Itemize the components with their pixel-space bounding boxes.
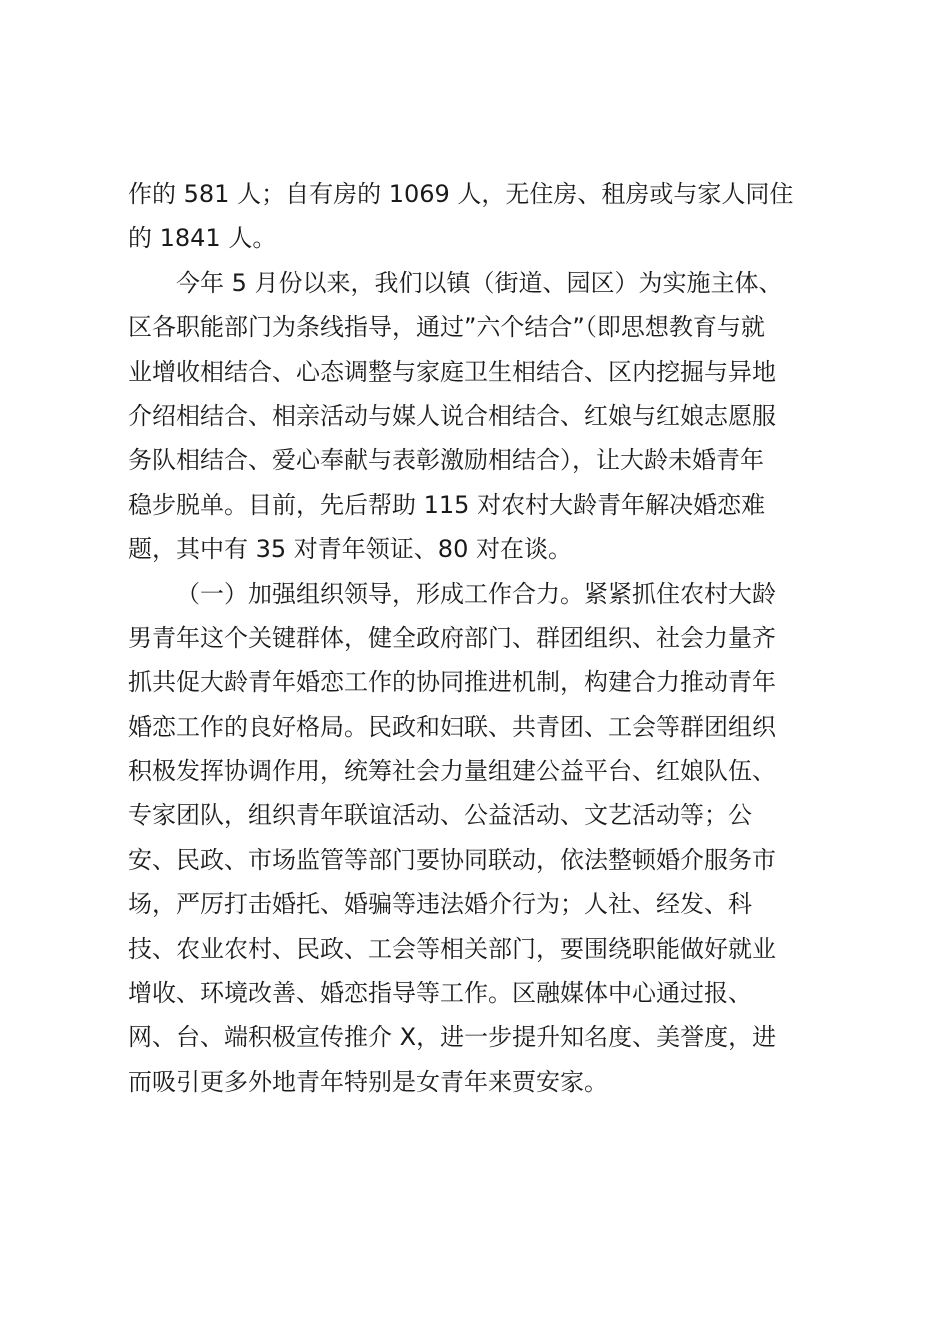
text-line: 增收、环境改善、婚恋指导等工作。区融媒体中心通过报、 [128,979,752,1008]
text-line: 的 1841 人。 [128,224,277,253]
document-body [128,172,828,1104]
text-line: 稳步脱单。目前，先后帮助 115 对农村大龄青年解决婚恋难 [128,490,766,519]
section-heading-line: （一）加强组织领导，形成工作合力。紧紧抓住农村大龄 [176,579,776,608]
text-line: 专家团队，组织青年联谊活动、公益活动、文艺活动等；公 [128,801,752,830]
text-line: 婚恋工作的良好格局。民政和妇联、共青团、工会等群团组织 [128,712,776,741]
text-line: 而吸引更多外地青年特别是女青年来贾安家。 [128,1067,608,1096]
text-line: 作的 581 人；自有房的 1069 人，无住房、租房或与家人同住 [128,180,794,208]
text-line: 男青年这个关键群体，健全政府部门、群团组织、社会力量齐 [128,623,776,652]
text-line: 网、台、端积极宣传推介 X，进一步提升知名度、美誉度，进 [128,1023,777,1052]
text-line: 业增收相结合、心态调整与家庭卫生相结合、区内挖掘与异地 [128,357,776,386]
text-line: 技、农业农村、民政、工会等相关部门，要围绕职能做好就业 [128,934,776,963]
text-line: 务队相结合、爱心奉献与表彰激励相结合），让大龄未婚青年 [128,446,764,475]
text-line: 场，严厉打击婚托、婚骗等违法婚介行为；人社、经发、科 [128,890,752,919]
text-line: 安、民政、市场监管等部门要协同联动，依法整顿婚介服务市 [128,845,776,874]
text-line: 抓共促大龄青年婚恋工作的协同推进机制，构建合力推动青年 [128,668,776,697]
text-line: 区各职能部门为条线指导，通过”六个结合”（即思想教育与就 [128,313,765,342]
paragraph-first-line: 今年 5 月份以来，我们以镇（街道、园区）为实施主体、 [176,268,783,297]
text-line: 积极发挥协调作用，统筹社会力量组建公益平台、红娘队伍、 [128,757,776,786]
text-line: 介绍相结合、相亲活动与媒人说合相结合、红娘与红娘志愿服 [128,401,776,430]
text-line: 题，其中有 35 对青年领证、80 对在谈。 [128,535,572,564]
